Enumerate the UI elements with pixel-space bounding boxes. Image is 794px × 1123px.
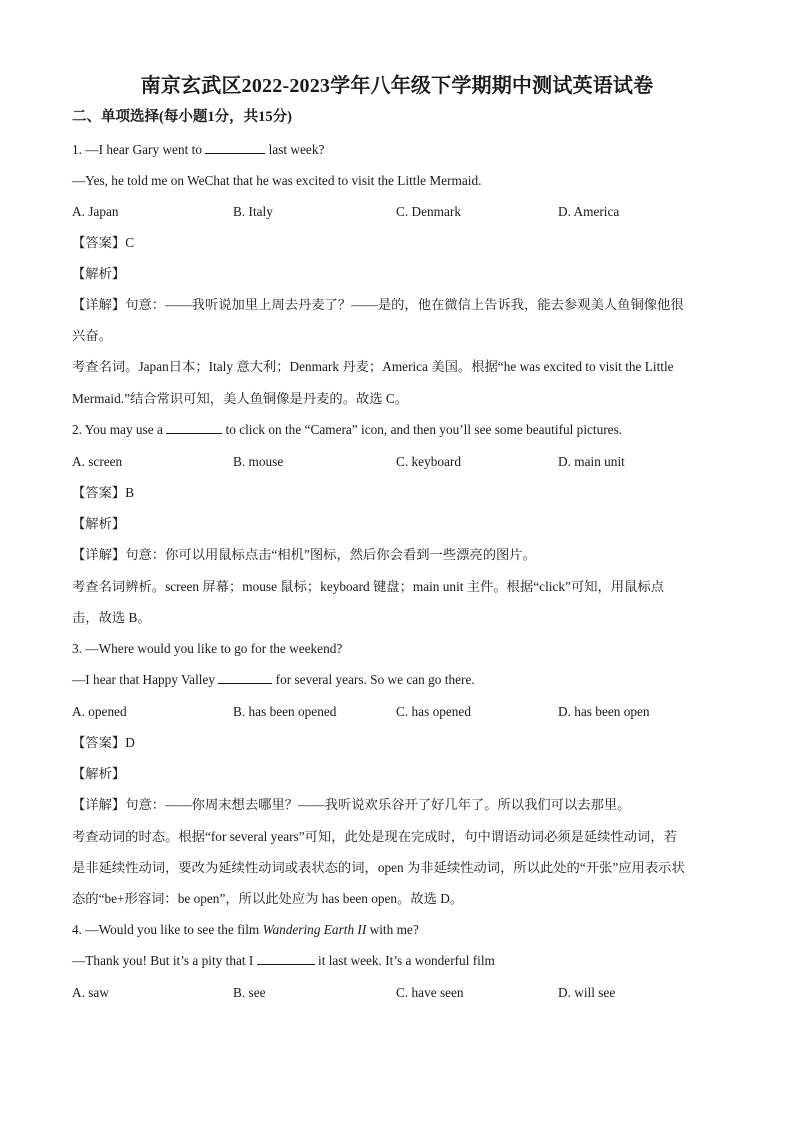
- q2-detail: [72, 546, 536, 564]
- q4-reply-before: —Thank you! But it’s a pity that I: [72, 953, 257, 968]
- q4-prompt-before: 4. —Would you like to see the film: [72, 922, 263, 937]
- q2-explain-2: 击，故选 B。: [72, 610, 151, 625]
- q2-option-a: A. screen: [72, 454, 123, 469]
- detail-label: 【详解】: [72, 547, 126, 562]
- q4-prompt: [72, 921, 419, 939]
- q3-reply: [72, 671, 475, 689]
- q3-option-d: D. has been open: [558, 704, 650, 719]
- q2-option-b: B. mouse: [233, 454, 284, 469]
- q3-detail: [72, 796, 630, 814]
- q4-option-d: D. will see: [558, 985, 616, 1000]
- q4-prompt-after: with me?: [366, 922, 419, 937]
- detail-label: 【详解】: [72, 797, 126, 812]
- q1-prompt-after: last week?: [265, 142, 325, 157]
- answer-blank: [205, 141, 265, 154]
- q1-prompt: [72, 141, 324, 159]
- q1-option-d: D. America: [558, 204, 620, 219]
- q1-explain-2: Mermaid.”结合常识可知，美人鱼铜像是丹麦的。故选 C。: [72, 391, 409, 406]
- film-title: Wandering Earth II: [262, 922, 367, 937]
- q3-reply-after: for several years. So we can go there.: [272, 672, 475, 687]
- q1-detail-cont: 兴奋。: [72, 328, 112, 343]
- q3-reply-before: —I hear that Happy Valley: [72, 672, 219, 687]
- answer-value: C: [125, 235, 135, 250]
- q1-analysis-label: 【解析】: [72, 266, 126, 281]
- q3-explain-2: 是非延续性动词，要改为延续性动词或表状态的词，open 为非延续性动词，所以此处的“开张”应用表示状: [72, 860, 685, 875]
- q1-prompt-before: 1. —I hear Gary went to: [72, 142, 206, 157]
- q3-explain-1: 考查动词的时态。根据“for several years”可知，此处是现在完成时，句中谓语动词必须是延续性动词，若: [72, 829, 677, 844]
- answer-blank: [166, 421, 222, 434]
- q1-answer: [72, 234, 134, 252]
- q4-reply-after: it last week. It’s a wonderful film: [314, 953, 495, 968]
- q3-answer: [72, 734, 135, 752]
- detail-text: 句意：你可以用鼠标点击“相机”图标，然后你会看到一些漂亮的图片。: [125, 547, 536, 562]
- q2-analysis-label: 【解析】: [72, 516, 126, 531]
- detail-text: 句意：——你周末想去哪里？——我听说欢乐谷开了好几年了。所以我们可以去那里。: [125, 797, 631, 812]
- q1-explain-1: 考查名词。Japan日本；Italy 意大利；Denmark 丹麦；America 美国。根据“he was excited to visit the Little: [72, 359, 674, 374]
- q2-option-d: D. main unit: [558, 454, 625, 469]
- q1-option-c: C. Denmark: [396, 204, 461, 219]
- q1-reply: —Yes, he told me on WeChat that he was excited to visit the Little Mermaid.: [72, 173, 482, 188]
- answer-value: B: [125, 485, 135, 500]
- answer-blank: [257, 952, 315, 965]
- answer-label: 【答案】: [72, 235, 126, 250]
- q4-option-c: C. have seen: [396, 985, 464, 1000]
- section-heading: 二、单项选择(每小题1分，共15分): [72, 109, 292, 125]
- answer-value: D: [125, 735, 135, 750]
- detail-label: 【详解】: [72, 297, 126, 312]
- q3-explain-3: 态的“be+形容词：be open”，所以此处应为 has been open。故选 D。: [72, 891, 464, 906]
- q3-option-c: C. has opened: [396, 704, 471, 719]
- answer-label: 【答案】: [72, 735, 126, 750]
- q4-option-b: B. see: [233, 985, 266, 1000]
- q1-detail: [72, 296, 684, 314]
- q2-explain-1: 考查名词辨析。screen 屏幕；mouse 鼠标；keyboard 键盘；main unit 主件。根据“click”可知，用鼠标点: [72, 579, 664, 594]
- q2-prompt: [72, 421, 622, 439]
- q2-answer: [72, 484, 134, 502]
- q2-prompt-before: 2. You may use a: [72, 422, 167, 437]
- q2-prompt-after: to click on the “Camera” icon, and then you’ll see some beautiful pictures.: [222, 422, 623, 437]
- q2-option-c: C. keyboard: [396, 454, 461, 469]
- q4-reply: [72, 952, 495, 970]
- page-title: 南京玄武区2022-2023学年八年级下学期期中测试英语试卷: [140, 75, 654, 97]
- answer-label: 【答案】: [72, 485, 126, 500]
- q3-option-b: B. has been opened: [233, 704, 337, 719]
- q1-option-a: A. Japan: [72, 204, 119, 219]
- detail-text: 句意：——我听说加里上周去丹麦了？——是的，他在微信上告诉我，能去参观美人鱼铜像他很: [125, 297, 684, 312]
- answer-blank: [218, 671, 272, 684]
- q3-analysis-label: 【解析】: [72, 766, 126, 781]
- q1-option-b: B. Italy: [233, 204, 273, 219]
- q4-option-a: A. saw: [72, 985, 109, 1000]
- q3-prompt: 3. —Where would you like to go for the weekend?: [72, 641, 343, 656]
- q3-option-a: A. opened: [72, 704, 127, 719]
